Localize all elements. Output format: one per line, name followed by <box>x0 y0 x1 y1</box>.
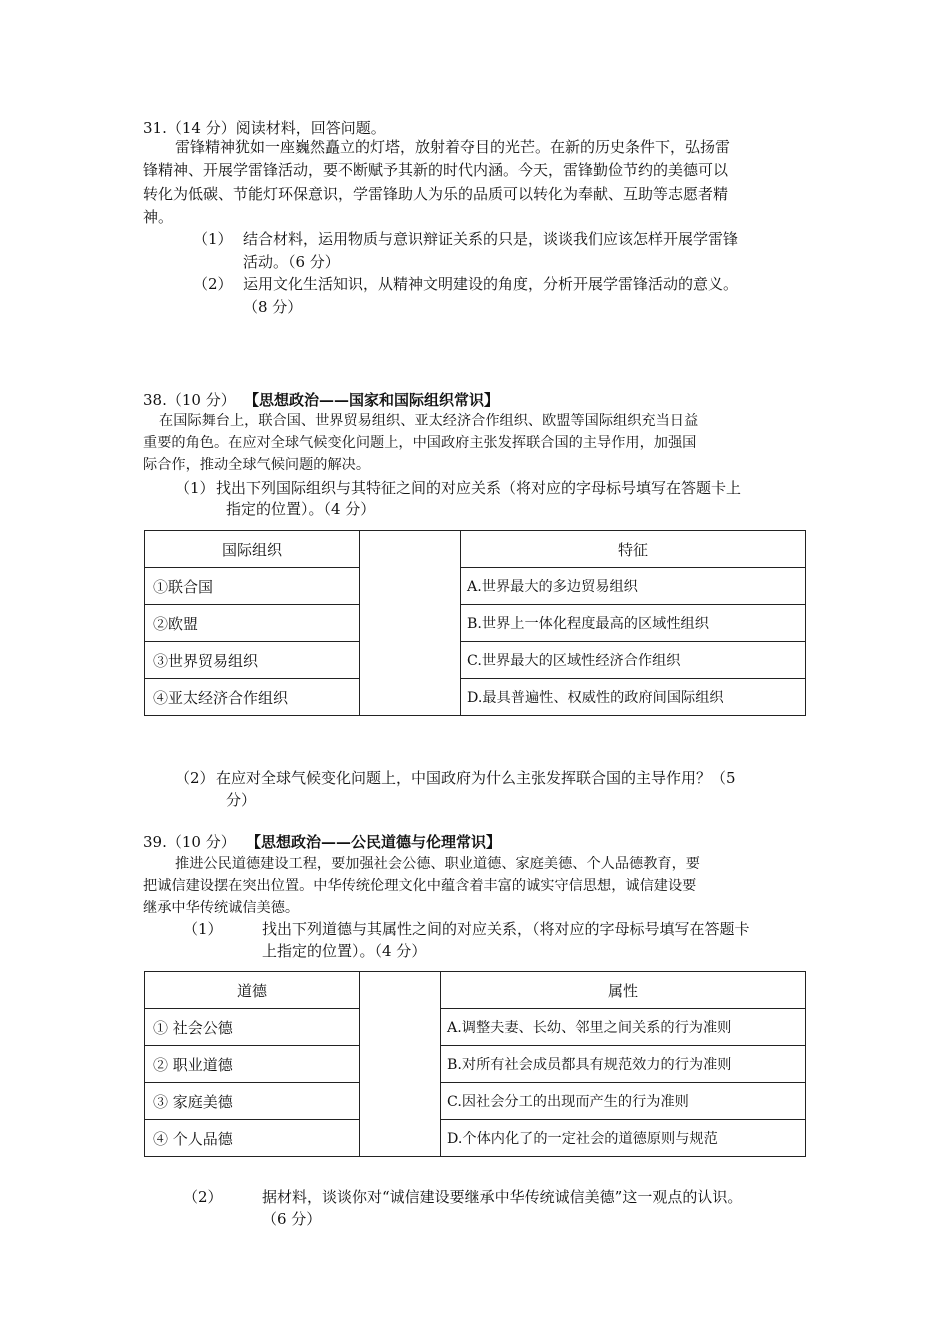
q38-heading: 【思想政治——国家和国际组织常识】 <box>244 391 500 409</box>
q31-material-line-3: 转化为低碳、节能灯环保意识，学雷锋助人为乐的品质可以转化为奉献、互助等志愿者精 <box>143 185 729 203</box>
q39-sub2-line-2: （6 分） <box>262 1210 322 1228</box>
q39-morality-1: ① 社会公德 <box>145 1009 360 1046</box>
q31-sub1-line-2: 活动。（6 分） <box>243 253 340 271</box>
q38-header-organization: 国际组织 <box>145 531 360 568</box>
q38-sub1-number: （1） <box>175 479 215 497</box>
q38-org-4: ④亚太经济合作组织 <box>145 679 360 716</box>
q38-org-3: ③世界贸易组织 <box>145 642 360 679</box>
q39-attribute-d: D.个体内化了的一定社会的道德原则与规范 <box>441 1120 806 1157</box>
q38-header-feature: 特征 <box>461 531 806 568</box>
q39-answer-column <box>360 972 441 1157</box>
q39-material-line-3: 继承中华传统诚信美德。 <box>143 900 300 916</box>
q31-sub2-number: （2） <box>193 275 233 293</box>
table-row <box>145 568 806 605</box>
q38-matching-table <box>144 530 806 716</box>
q39-material-line-1: 推进公民道德建设工程，要加强社会公德、职业道德、家庭美德、个人品德教育，要 <box>175 856 700 872</box>
q31-sub2-line-2: （8 分） <box>243 298 303 316</box>
q39-morality-2: ② 职业道德 <box>145 1046 360 1083</box>
q38-org-2: ②欧盟 <box>145 605 360 642</box>
q39-matching-table <box>144 971 806 1157</box>
q39-sub1-line-1: 找出下列道德与其属性之间的对应关系，（将对应的字母标号填写在答题卡 <box>262 920 750 938</box>
q31-sub1-line-1: 结合材料，运用物质与意识辩证关系的只是，谈谈我们应该怎样开展学雷锋 <box>243 230 739 248</box>
q39-heading: 【思想政治——公民道德与伦理常识】 <box>246 833 502 851</box>
q39-sub2-number: （2） <box>183 1188 223 1206</box>
q38-feature-d: D.最具普遍性、权威性的政府间国际组织 <box>461 679 806 716</box>
q39-attribute-c: C.因社会分工的出现而产生的行为准则 <box>441 1083 806 1120</box>
q38-sub1-line-1: 找出下列国际组织与其特征之间的对应关系（将对应的字母标号填写在答题卡上 <box>216 479 742 497</box>
q39-header-morality: 道德 <box>145 972 360 1009</box>
q39-morality-4: ④ 个人品德 <box>145 1120 360 1157</box>
table-row <box>145 972 806 1009</box>
q31-sub2-line-1: 运用文化生活知识，从精神文明建设的角度，分析开展学雷锋活动的意义。 <box>243 275 739 293</box>
q31-title: 31.（14 分）阅读材料，回答问题。 <box>143 119 386 137</box>
q38-feature-c: C.世界最大的区域性经济合作组织 <box>461 642 806 679</box>
table-row <box>145 679 806 716</box>
q39-header-attribute: 属性 <box>441 972 806 1009</box>
table-row <box>145 1009 806 1046</box>
q38-material-line-2: 重要的角色。在应对全球气候变化问题上，中国政府主张发挥联合国的主导作用，加强国 <box>143 435 697 451</box>
q31-material-line-1: 雷锋精神犹如一座巍然矗立的灯塔，放射着夺目的光芒。在新的历史条件下，弘扬雷 <box>175 138 731 156</box>
q31-material-line-4: 神。 <box>143 208 174 226</box>
q38-sub2-line-2: 分） <box>226 791 257 809</box>
q39-morality-3: ③ 家庭美德 <box>145 1083 360 1120</box>
q39-attribute-b: B.对所有社会成员都具有规范效力的行为准则 <box>441 1046 806 1083</box>
q38-sub2-number: （2） <box>175 769 215 787</box>
table-row <box>145 642 806 679</box>
q38-org-1: ①联合国 <box>145 568 360 605</box>
q38-answer-column <box>360 531 461 716</box>
q39-attribute-a: A.调整夫妻、长幼、邻里之间关系的行为准则 <box>441 1009 806 1046</box>
q38-feature-b: B.世界上一体化程度最高的区域性组织 <box>461 605 806 642</box>
q39-title: 39.（10 分） <box>143 833 236 851</box>
q38-title: 38.（10 分） <box>143 391 236 409</box>
q38-material-line-1: 在国际舞台上，联合国、世界贸易组织、亚太经济合作组织、欧盟等国际组织充当日益 <box>159 413 699 429</box>
table-row <box>145 1120 806 1157</box>
table-row <box>145 605 806 642</box>
q39-sub1-number: （1） <box>183 920 223 938</box>
table-row <box>145 1083 806 1120</box>
table-row <box>145 1046 806 1083</box>
q31-material-line-2: 锋精神、开展学雷锋活动，要不断赋予其新的时代内涵。今天，雷锋勤俭节约的美德可以 <box>143 161 729 179</box>
q39-sub1-line-2: 上指定的位置）。（4 分） <box>262 942 427 960</box>
q39-sub2-line-1: 据材料，谈谈你对“诚信建设要继承中华传统诚信美德”这一观点的认识。 <box>262 1188 743 1206</box>
q39-material-line-2: 把诚信建设摆在突出位置。中华传统伦理文化中蕴含着丰富的诚实守信思想，诚信建设要 <box>143 878 697 894</box>
q38-feature-a: A.世界最大的多边贸易组织 <box>461 568 806 605</box>
q38-sub2-line-1: 在应对全球气候变化问题上，中国政府为什么主张发挥联合国的主导作用？（5 <box>216 769 736 787</box>
q31-sub1-number: （1） <box>193 230 233 248</box>
q38-material-line-3: 际合作，推动全球气候问题的解决。 <box>143 457 371 473</box>
table-row <box>145 531 806 568</box>
q38-sub1-line-2: 指定的位置）。（4 分） <box>226 500 376 518</box>
